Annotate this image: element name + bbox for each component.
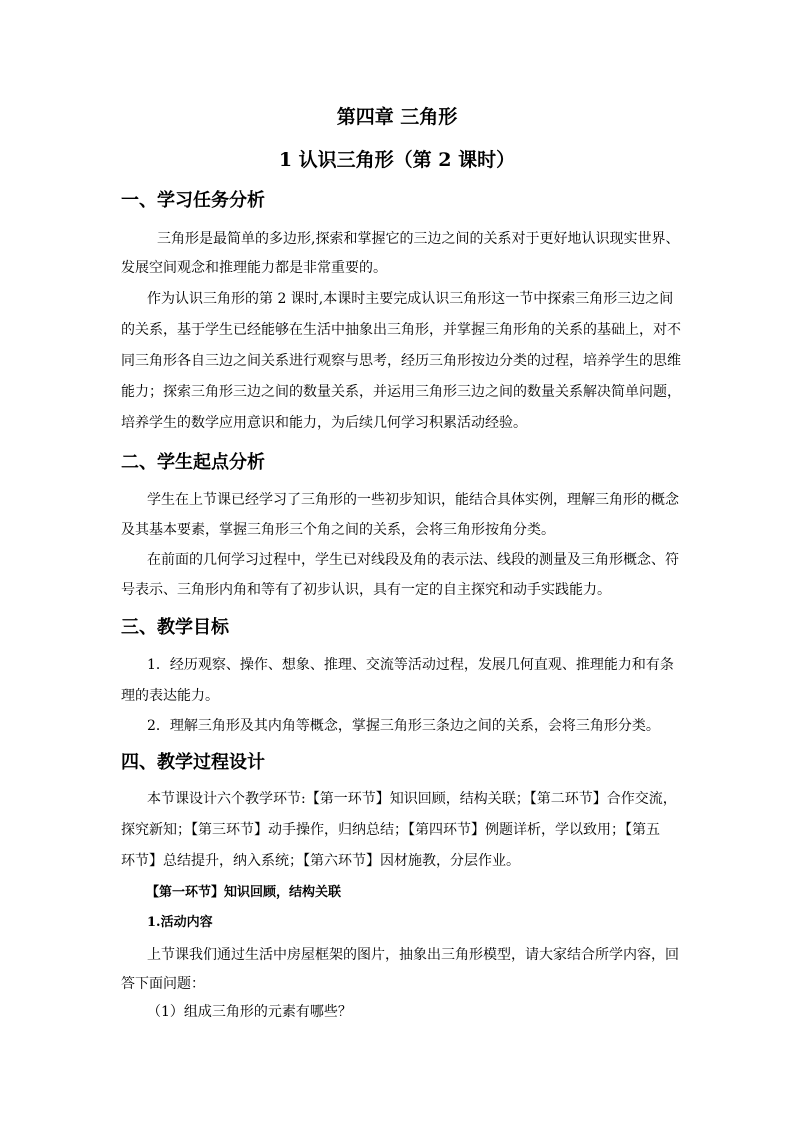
paragraph-line: 发展空间观念和推理能力都是非常重要的。 <box>121 260 387 276</box>
list-item: 2．理解三角形及其内角等概念，掌握三角形三条边之间的关系，会将三角形分类。 <box>147 718 660 734</box>
activity-heading: 1.活动内容 <box>147 915 213 930</box>
paragraph-line: 及其基本要素，掌握三角形三个角之间的关系，会将三角形按角分类。 <box>121 522 555 538</box>
paragraph-line: 作为认识三角形的第 2 课时,本课时主要完成认识三角形这一节中探索三角形三边之间 <box>147 291 674 307</box>
step-heading: 【第一环节】知识回顾，结构关联 <box>146 885 342 900</box>
paragraph-line: 在前面的几何学习过程中，学生已对线段及角的表示法、线段的测量及三角形概念、符 <box>147 552 679 568</box>
section-heading-student-analysis: 二、学生起点分析 <box>121 452 265 473</box>
paragraph-line: 上节课我们通过生活中房屋框架的图片，抽象出三角形模型，请大家结合所学内容，回 <box>147 947 679 963</box>
paragraph-line: 同三角形各自三边之间关系进行观察与思考，经历三角形按边分类的过程，培养学生的思维 <box>121 353 681 369</box>
section-heading-process: 四、教学过程设计 <box>121 752 265 773</box>
paragraph-line: 探究新知；【第三环节】动手操作，归纳总结；【第四环节】例题详析，学以致用；【第五 <box>121 822 660 838</box>
question-item: （1）组成三角形的元素有哪些？ <box>147 1004 352 1020</box>
paragraph-line: 培养学生的数学应用意识和能力，为后续几何学习积累活动经验。 <box>121 415 527 431</box>
lesson-title: 1 认识三角形（第 2 课时） <box>278 149 516 171</box>
chapter-title: 第四章 三角形 <box>336 106 458 128</box>
list-item: 理的表达能力。 <box>121 688 219 704</box>
section-heading-task-analysis: 一、学习任务分析 <box>121 190 265 211</box>
paragraph-line: 的关系，基于学生已经能够在生活中抽象出三角形，并掌握三角形角的关系的基础上，对不 <box>121 322 681 338</box>
section-heading-objectives: 三、教学目标 <box>121 617 229 638</box>
paragraph-line: 答下面问题： <box>121 976 205 992</box>
paragraph-line: 能力；探索三角形三边之间的数量关系，并运用三角形三边之间的数量关系解决简单问题， <box>121 384 681 400</box>
paragraph-line: 学生在上节课已经学习了三角形的一些初步知识，能结合具体实例，理解三角形的概念 <box>147 492 679 508</box>
paragraph-line: 本节课设计六个教学环节:【第一环节】知识回顾，结构关联；【第二环节】合作交流， <box>147 791 677 807</box>
paragraph-line: 环节】总结提升，纳入系统；【第六环节】因材施教，分层作业。 <box>121 853 520 869</box>
list-item: 1．经历观察、操作、想象、推理、交流等活动过程，发展几何直观、推理能力和有条 <box>147 657 674 673</box>
paragraph-line: 号表示、三角形内角和等有了初步认识，具有一定的自主探究和动手实践能力。 <box>121 582 611 598</box>
paragraph-line: 三角形是最简单的多边形,探索和掌握它的三边之间的关系对于更好地认识现实世界、 <box>157 231 680 247</box>
